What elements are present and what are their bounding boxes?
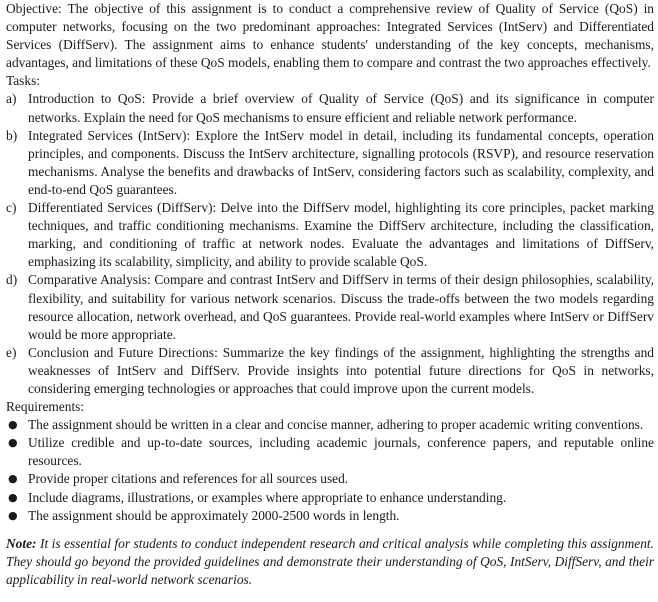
requirement-text: The assignment should be approximately 2000-2500 words in length.	[28, 507, 400, 523]
task-marker: e)	[6, 344, 17, 360]
bullet-icon: ●	[8, 472, 18, 486]
task-text: Integrated Services (IntServ): Explore the IntServ model in detail, including its fundamental concepts, operation principles, and components. Discuss the IntServ architecture, signalling protocols (RSVP), and resource reservation mechanisms. Analyse the benefits and drawbacks of IntServ, considering factors such as scalability, complexity, and end-to-end QoS guarantees.	[28, 127, 654, 197]
objective-paragraph: Objective: The objective of this assignment is to conduct a comprehensive review of Quality of Service (QoS) in computer networks, focusing on the two predominant approaches: Integrated Services (IntServ) and Differentiated Services (DiffServ). The assignment aims to enhance students' understanding of the key concepts, mechanisms, advantages, and limitations of these QoS models, enabling them to compare and contrast the two approaches effectively.	[6, 1, 654, 71]
requirement-item	[6, 416, 654, 434]
task-item-d	[6, 271, 654, 343]
task-text: Comparative Analysis: Compare and contrast IntServ and DiffServ in terms of their design philosophies, scalability, flexibility, and suitability for various network scenarios. Discuss the trade-offs between the two models regarding resource allocation, network overhead, and QoS guarantees. Provide real-world examples where IntServ or DiffServ would be more appropriate.	[28, 272, 654, 342]
note-label: Note:	[6, 535, 37, 551]
task-marker: b)	[6, 127, 18, 143]
requirement-item	[6, 470, 654, 488]
requirement-item	[6, 489, 654, 507]
task-text: Conclusion and Future Directions: Summarize the key findings of the assignment, highlighting the strengths and weaknesses of IntServ and DiffServ. Provide insights into potential future directions for QoS in networks, considering emerging technologies or approaches that could improve upon the current models.	[28, 344, 654, 396]
note-paragraph	[6, 535, 654, 589]
requirement-text: Utilize credible and up-to-date sources, including academic journals, conference papers, and reputable online resources.	[28, 435, 654, 469]
note-text: It is essential for students to conduct independent research and critical analysis while completing this assignment. They should go beyond the provided guidelines and demonstrate their understanding of QoS, IntServ, DiffServ, and their applicability in real-world network scenarios.	[6, 535, 654, 587]
requirement-item	[6, 507, 654, 525]
task-marker: d)	[6, 272, 18, 288]
task-text: Introduction to QoS: Provide a brief overview of Quality of Service (QoS) and its significance in computer networks. Explain the need for QoS mechanisms to ensure efficient and reliable network performance.	[28, 91, 654, 125]
requirements-heading: Requirements:	[6, 399, 85, 415]
bullet-icon: ●	[8, 508, 18, 522]
bullet-icon: ●	[8, 490, 18, 504]
task-marker: a)	[6, 91, 17, 107]
requirements-list	[6, 416, 654, 525]
requirement-item	[6, 434, 654, 470]
bullet-icon: ●	[8, 436, 18, 450]
task-marker: c)	[6, 200, 17, 216]
requirement-text: Include diagrams, illustrations, or examples where appropriate to enhance understanding.	[28, 489, 507, 505]
tasks-list	[6, 90, 654, 398]
task-item-b	[6, 127, 654, 199]
bullet-icon: ●	[8, 418, 18, 432]
task-text: Differentiated Services (DiffServ): Delve into the DiffServ model, highlighting its core principles, packet marking techniques, and traffic conditioning mechanisms. Examine the DiffServ architecture, including the classification, marking, and conditioning of traffic at network nodes. Evaluate the advantages and limitations of DiffServ, emphasizing its scalability, simplicity, and ability to provide scalable QoS.	[28, 200, 654, 270]
requirement-text: Provide proper citations and references for all sources used.	[28, 471, 349, 487]
requirement-text: The assignment should be written in a clear and concise manner, adhering to proper academic writing conventions.	[28, 417, 644, 433]
task-item-a	[6, 90, 654, 126]
task-item-c	[6, 199, 654, 271]
task-item-e	[6, 344, 654, 398]
tasks-heading: Tasks:	[6, 73, 41, 89]
